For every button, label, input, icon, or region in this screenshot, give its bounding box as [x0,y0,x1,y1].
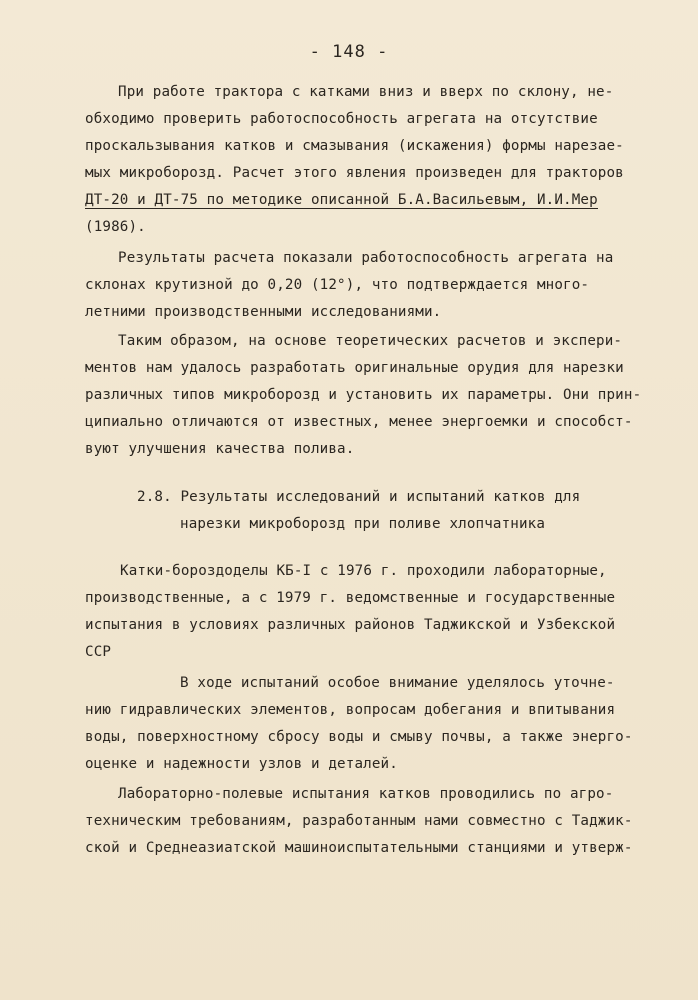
text-line: ССР [85,644,112,660]
text-line: производственные, а с 1979 г. ведомственные и государственные [85,590,616,606]
text-line: Катки-бороздоделы КБ-I с 1976 г. проходили лабораторные, [120,563,607,579]
text-line: Лабораторно-полевые испытания катков проводились по агро- [118,786,614,802]
text-line: нию гидравлических элементов, вопросам добегания и впитывания [85,702,616,718]
text-line: При работе трактора с катками вниз и вверх по склону, не- [118,84,614,100]
text-line: различных типов микроборозд и установить их параметры. Они прин- [85,387,642,403]
text-line: Результаты расчета показали работоспособность агрегата на [118,250,614,266]
text-line: ментов нам удалось разработать оригинальные орудия для нарезки [85,360,624,376]
page-number: - 148 - [309,42,389,62]
text-line: воды, поверхностному сбросу воды и смыву почвы, а также энерго- [85,729,633,745]
text-line: оценке и надежности узлов и деталей. [85,756,398,772]
text-line: испытания в условиях различных районов Таджикской и Узбекской [85,617,616,633]
text-line: склонах крутизной до 0,20 (12°), что подтверждается много- [85,277,590,293]
text-line: (1986). [85,219,146,235]
section-heading: нарезки микроборозд при поливе хлопчатника [180,516,546,532]
text-line: мых микроборозд. Расчет этого явления произведен для тракторов [85,165,624,181]
text-line: ской и Среднеазиатской машиноиспытательными станциями и утверж- [85,840,633,856]
text-line: летними производственными исследованиями. [85,304,442,320]
text-line: ципиально отличаются от известных, менее энергоемки и способст- [85,414,633,430]
text-line: Таким образом, на основе теоретических расчетов и экспери- [118,333,623,349]
text-line: обходимо проверить работоспособность агрегата на отсутствие [85,111,598,127]
section-heading: 2.8. Результаты исследований и испытаний катков для [137,489,581,505]
text-line: вуют улучшения качества полива. [85,441,355,457]
text-line: ДТ-20 и ДТ-75 по методике описанной Б.А.Васильевым, И.И.Мер [85,192,598,208]
text-line: техническим требованиям, разработанным нами совместно с Таджик- [85,813,633,829]
text-line: В ходе испытаний особое внимание уделялось уточне- [180,675,615,691]
text-line: проскальзывания катков и смазывания (искажения) формы нарезае- [85,138,624,154]
